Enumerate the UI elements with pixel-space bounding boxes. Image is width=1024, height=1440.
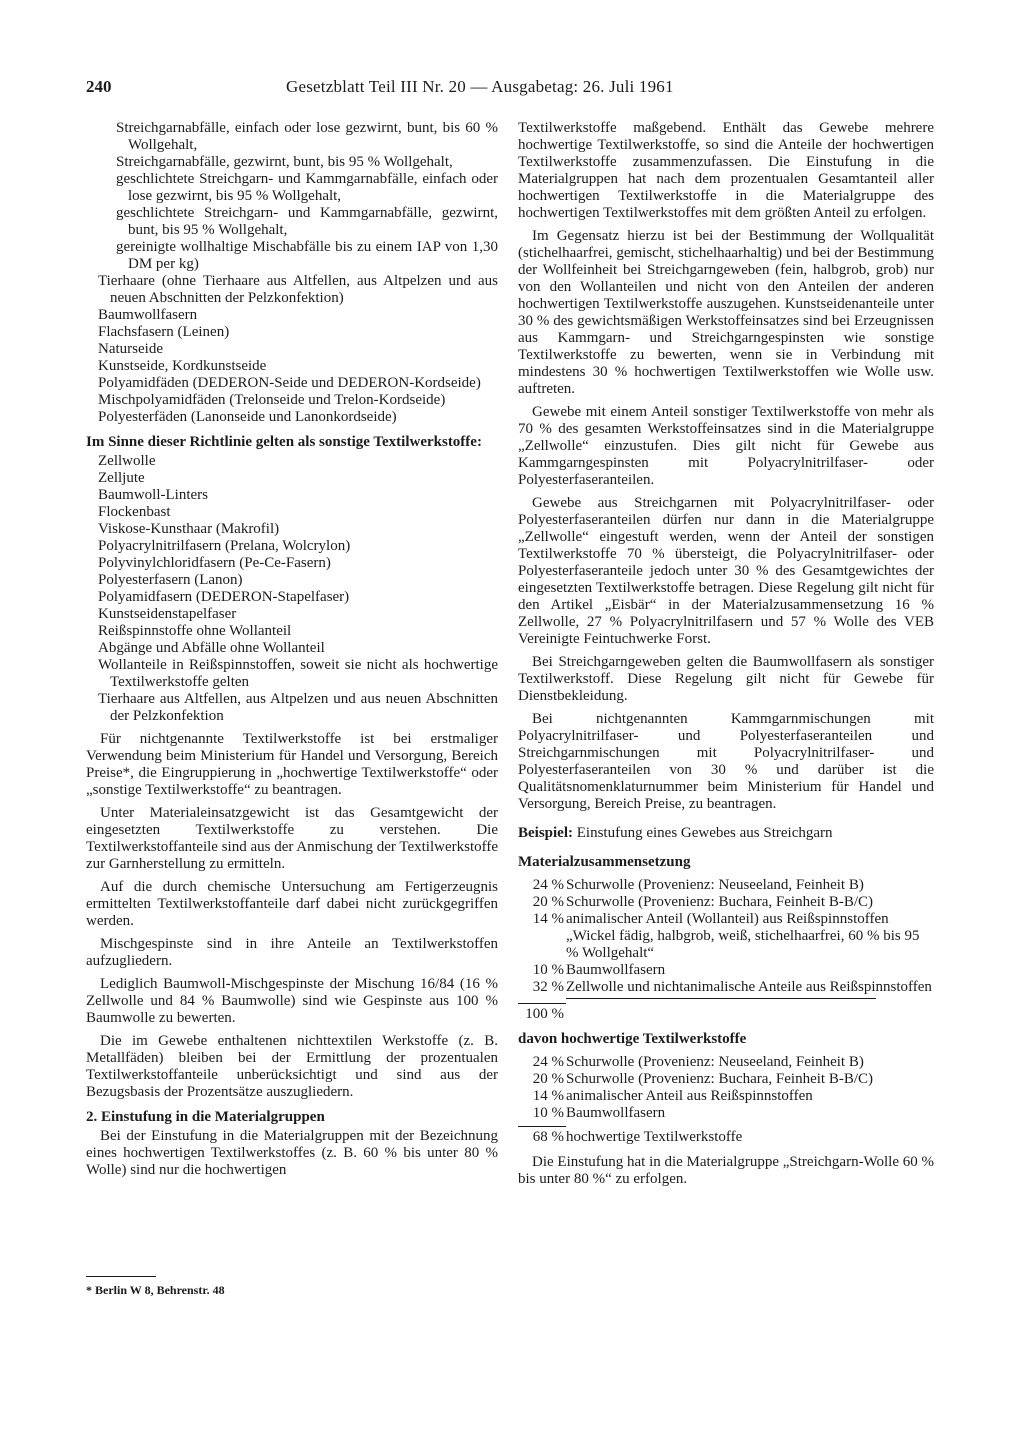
sonstige-heading: Im Sinne dieser Richtlinie gelten als sonstige Textilwerkstoffe: [86,434,482,450]
hochwertig-heading: davon hochwertige Textilwerkstoffe [518,1031,747,1047]
material: Schurwolle (Provenienz: Buchara, Feinheit B-B/C) [566,1071,874,1087]
list-item: Reißspinnstoffe ohne Wollanteil [98,623,292,639]
waste-list [86,120,498,273]
composition-row [518,911,934,962]
section-heading: 2. Einstufung in die Materialgruppen [86,1109,325,1125]
list-item: Polyacrylnitrilfasern (Prelana, Wolcrylon) [98,538,351,554]
list-item: Wollanteile in Reißspinnstoffen, soweit sie nicht als hochwertige Textilwerkstoffe gelten [98,657,498,690]
material: animalischer Anteil aus Reißspinnstoffen [566,1088,813,1104]
list-item: Polyamidfasern (DEDERON-Stapelfaser) [98,589,350,605]
paragraph: Gewebe aus Streichgarnen mit Polyacrylnitrilfaser- oder Polyesterfaseranteilen dürfen nur dann in die Materialgruppe „Zellwolle“ eingestuft werden, wenn der Anteil der sonstigen Textilwerkstoffe 70 % übersteigt, die Polyacrylnitrilfaser- oder Polyesterfaseranteile jedoch unter 30 % des Gesamtgewichtes der eingesetzten Textilwerkstoffe betragen. Diese Regelung gilt nicht für den Artikel „Eisbär“ in der Materialzusammensetzung 16 % Zellwolle, 27 % Polyacrylnitrilfasern und 57 % Wolle des VEB Vereinigte Feintuchwerke Forst. [518,495,934,647]
paragraph: Unter Materialeinsatzgewicht ist das Gesamtgewicht der eingesetzten Textilwerkstoffe zu verstehen. Die Textilwerkstoffanteile sind aus der Anmischung der Textilwerkstoffe zur Garnherstellung zu ermitteln. [86,805,498,872]
paragraph: Gewebe mit einem Anteil sonstiger Textilwerkstoffe von mehr als 70 % des gesamten Werkstoffeinsatzes sind in die Materialgruppe „Zellwolle“ einzustufen. Dies gilt nicht für Gewebe aus Kammgarngespinsten mit Polyacrylnitrilfaser- oder Polyesterfaseranteilen. [518,404,934,488]
list-item: Viskose-Kunsthaar (Makrofil) [98,521,280,537]
material: animalischer Anteil (Wollanteil) aus Reißspinnstoffen „Wickel fädig, halbgrob, weiß, stichelhaarfrei, 60 % bis 95 % Wollgehalt“ [566,911,920,961]
paragraph: Für nichtgenannte Textilwerkstoffe ist bei erstmaliger Verwendung beim Ministerium für Handel und Versorgung, Bereich Preise*, die Eingruppierung in „hochwertige Textilwerkstoffe“ oder „sonstige Textilwerkstoffe“ zu beantragen. [86,731,498,798]
list-item: Polyvinylchloridfasern (Pe-Ce-Fasern) [98,555,331,571]
list-item: Flachsfasern (Leinen) [98,324,230,340]
percent: 14 % [532,1088,564,1104]
paragraph: Auf die durch chemische Untersuchung am Fertigerzeugnis ermittelten Textilwerkstoffanteile darf dabei nicht zurückgegriffen werden. [86,879,498,929]
composition-total-row [518,1003,934,1023]
paragraph: Bei nichtgenannten Kammgarnmischungen mit Polyacrylnitrilfaser- und Polyesterfaseranteilen und Streichgarnmischungen mit Polyacrylnitrilfaser- und Polyesterfaseranteilen von 30 % und darüber ist die Qualitätsnomenklaturnummer beim Ministerium für Handel und Versorgung, Bereich Preise, zu beantragen. [518,711,934,812]
hochwertig-total: 68 % [518,1126,566,1146]
list-item: geschlichtete Streichgarn- und Kammgarnabfälle, gezwirnt, bunt, bis 95 % Wollgehalt, [116,205,498,238]
page-header [86,78,736,100]
list-item: Kunstseide, Kordkunstseide [98,358,267,374]
example-text: Einstufung eines Gewebes aus Streichgarn [576,825,833,841]
list-item: Mischpolyamidfäden (Trelonseide und Trelon-Kordseide) [98,392,446,408]
material: Schurwolle (Provenienz: Buchara, Feinheit B-B/C) [566,894,874,910]
composition-row [518,877,934,894]
example-line [518,825,934,842]
list-item: gereinigte wollhaltige Mischabfälle bis zu einem IAP von 1,30 DM per kg) [116,239,498,272]
list-item: Polyesterfäden (Lanonseide und Lanonkordseide) [98,409,397,425]
list-item: Baumwollfasern [98,307,198,323]
list-item: Streichgarnabfälle, gezwirnt, bunt, bis 95 % Wollgehalt, [116,154,453,170]
right-column [518,120,934,1188]
composition-row [518,962,934,979]
material: Baumwollfasern [566,962,666,978]
percent: 24 % [532,1054,564,1070]
list-item: Abgänge und Abfälle ohne Wollanteil [98,640,325,656]
list-item: Baumwoll-Linters [98,487,208,503]
list-item: Zellwolle [98,453,156,469]
percent: 24 % [532,877,564,893]
paragraph: Mischgespinste sind in ihre Anteile an Textilwerkstoffen aufzugliedern. [86,936,498,969]
list-item: Polyesterfasern (Lanon) [98,572,243,588]
composition-row [518,1054,934,1071]
paragraph: Textilwerkstoffe maßgebend. Enthält das Gewebe mehrere hochwertige Textilwerkstoffe, so sind die Anteile der hochwertigen Textilwerkstoffe zusammenzufassen. Die Einstufung in die Materialgruppen hat nach dem prozentualen Gesamtanteil aller hochwertigen Textilwerkstoffe in die Materialgruppe des hochwertigen Textilwerkstoffes mit dem größten Anteil zu erfolgen. [518,120,934,221]
list-item: geschlichtete Streichgarn- und Kammgarnabfälle, einfach oder lose gezwirnt, bis 95 % Wollgehalt, [116,171,498,204]
sum-rule [566,998,876,999]
running-head: Gesetzblatt Teil III Nr. 20 — Ausgabetag: 26. Juli 1961 [286,77,674,96]
left-column [86,120,498,1179]
paragraph: Bei der Einstufung in die Materialgruppen mit der Bezeichnung eines hochwertigen Textilwerkstoffes (z. B. 60 % bis unter 80 % Wolle) sind nur die hochwertigen [86,1128,498,1178]
paragraph: Bei Streichgarngeweben gelten die Baumwollfasern als sonstiger Textilwerkstoff. Diese Regelung gilt nicht für Gewebe für Dienstbekleidung. [518,654,934,704]
material: Schurwolle (Provenienz: Neuseeland, Feinheit B) [566,1054,864,1070]
percent: 14 % [532,911,564,927]
list-item: Tierhaare aus Altfellen, aus Altpelzen und aus neuen Abschnitten der Pelzkonfektion [98,691,498,724]
paragraph: Die im Gewebe enthaltenen nichttextilen Werkstoffe (z. B. Metallfäden) bleiben bei der Ermittlung der prozentualen Textilwerkstoffanteile unberücksichtigt und sind aus der Bezugsbasis der Prozentsätze auszugliedern. [86,1033,498,1100]
high-grade-list [86,273,498,426]
list-item: Zelljute [98,470,145,486]
composition-total: 100 % [518,1003,566,1023]
list-item: Kunstseidenstapelfaser [98,606,237,622]
list-item: Polyamidfäden (DEDERON-Seide und DEDERON-Kordseide) [98,375,481,391]
page-number: 240 [86,77,112,96]
composition-row [518,979,934,996]
list-item: Flockenbast [98,504,171,520]
composition-heading: Materialzusammensetzung [518,854,691,870]
list-item: Streichgarnabfälle, einfach oder lose gezwirnt, bunt, bis 60 % Wollgehalt, [116,120,498,153]
hochwertig-total-row [518,1126,934,1146]
list-item: Naturseide [98,341,163,357]
material: Baumwollfasern [566,1105,666,1121]
material: Schurwolle (Provenienz: Neuseeland, Feinheit B) [566,877,864,893]
hochwertig-total-label: hochwertige Textilwerkstoffe [566,1129,743,1145]
percent: 10 % [532,962,564,978]
material: Zellwolle und nichtanimalische Anteile aus Reißspinnstoffen [566,979,932,995]
percent: 32 % [532,979,564,995]
percent: 20 % [532,894,564,910]
composition-row [518,1105,934,1122]
composition-row [518,1088,934,1105]
list-item: Tierhaare (ohne Tierhaare aus Altfellen, aus Altpelzen und aus neuen Abschnitten der Pelzkonfektion) [98,273,498,306]
paragraph: Lediglich Baumwoll-Mischgespinste der Mischung 16/84 (16 % Zellwolle und 84 % Baumwolle) sind wie Gespinste aus 100 % Baumwolle zu bewerten. [86,976,498,1026]
percent: 20 % [532,1071,564,1087]
other-materials-list [86,453,498,725]
composition-table [518,877,934,1023]
footnote: * Berlin W 8, Behrenstr. 48 [86,1283,225,1297]
footnote-divider [86,1276,156,1277]
example-label: Beispiel: [518,825,573,841]
paragraph: Im Gegensatz hierzu ist bei der Bestimmung der Wollqualität (stichelhaarfrei, gemischt, stichelhaarhaltig) und bei der Bestimmung der Wollfeinheit bei Streichgarngeweben (fein, halbgrob, grob) nur von den Wollanteilen und nicht von den Anteilen der anderen hochwertigen Textilwerkstoffe auszugehen. Kunstseidenanteile unter 30 % des gewichtsmäßigen Werkstoffeinsatzes sind bei Erzeugnissen aus Kammgarn- und Streichgarngespinsten wie sonstige Textilwerkstoffe zu bewerten, wenn sie in Verbindung mit mindestens 30 % hochwertigen Textilwerkstoffen wie Wolle usw. auftreten. [518,228,934,397]
percent: 10 % [532,1105,564,1121]
hochwertig-table [518,1054,934,1146]
closing-paragraph: Die Einstufung hat in die Materialgruppe „Streichgarn-Wolle 60 % bis unter 80 %“ zu erfolgen. [518,1154,935,1187]
composition-row [518,1071,934,1088]
composition-row [518,894,934,911]
